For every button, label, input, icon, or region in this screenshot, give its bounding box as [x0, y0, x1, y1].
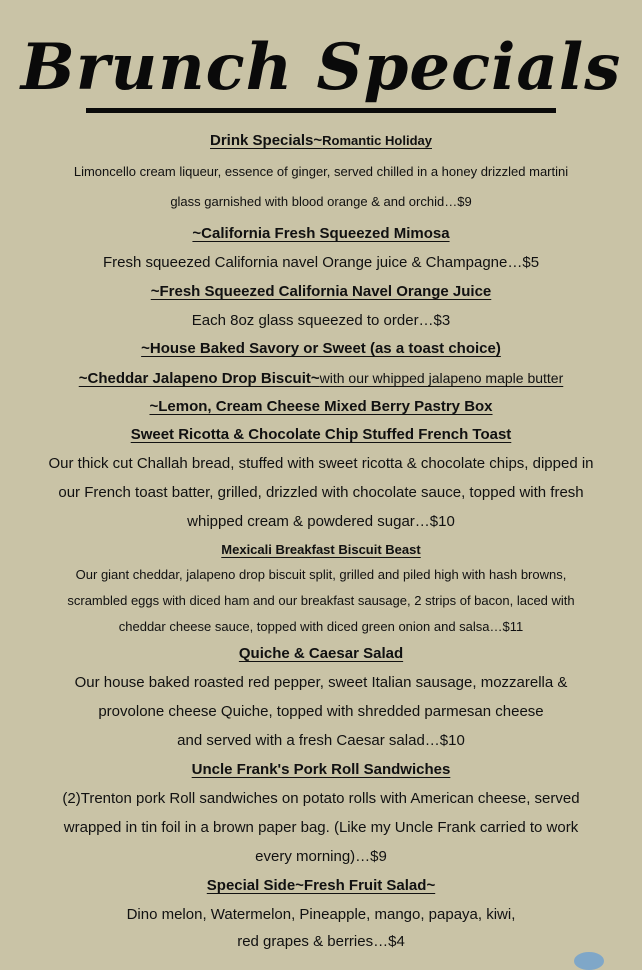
menu-item-description: scrambled eggs with diced ham and our breakfast sausage, 2 strips of bacon, laced with — [67, 593, 575, 608]
menu-item-description: Our house baked roasted red pepper, sweet Italian sausage, mozzarella & — [74, 674, 568, 691]
menu-item-heading: ~House Baked Savory or Sweet (as a toast choice) — [141, 340, 501, 357]
menu-item-description: Each 8oz glass squeezed to order…$3 — [191, 312, 451, 329]
menu-item-description: Limoncello cream liqueur, essence of ginger, served chilled in a honey drizzled martini — [73, 164, 569, 179]
menu-item-heading: ~Lemon, Cream Cheese Mixed Berry Pastry Box — [149, 398, 493, 415]
menu-item-heading: Special Side~Fresh Fruit Salad~ — [206, 877, 436, 894]
menu-item-description: Our giant cheddar, jalapeno drop biscuit split, grilled and piled high with hash browns, — [75, 567, 567, 582]
menu-item-description: and served with a fresh Caesar salad…$10 — [177, 732, 465, 749]
menu-item-heading: Sweet Ricotta & Chocolate Chip Stuffed French Toast — [130, 426, 512, 443]
menu-item-description: every morning)…$9 — [255, 848, 387, 865]
menu-item-description: glass garnished with blood orange & and orchid…$9 — [170, 194, 472, 209]
menu-item-heading: Quiche & Caesar Salad — [238, 645, 404, 662]
menu-item-description: Fresh squeezed California navel Orange juice & Champagne…$5 — [102, 254, 540, 271]
menu-item-heading: ~Cheddar Jalapeno Drop Biscuit~with our whipped jalapeno maple butter — [78, 370, 564, 387]
corner-overlay-button[interactable] — [574, 952, 604, 970]
menu-item-heading: Mexicali Breakfast Biscuit Beast — [221, 542, 421, 557]
menu-item-description: provolone cheese Quiche, topped with shredded parmesan cheese — [98, 703, 544, 720]
page-title: Brunch Specials — [20, 30, 622, 105]
menu-item-description: our French toast batter, grilled, drizzled with chocolate sauce, topped with fresh — [58, 484, 584, 501]
menu-item-heading: ~California Fresh Squeezed Mimosa — [192, 225, 450, 242]
menu-item-heading: ~Fresh Squeezed California Navel Orange Juice — [150, 283, 492, 300]
menu-item-description: cheddar cheese sauce, topped with diced green onion and salsa…$11 — [118, 619, 524, 634]
menu-item-description: wrapped in tin foil in a brown paper bag. (Like my Uncle Frank carried to work — [63, 819, 579, 836]
menu-item-description: (2)Trenton pork Roll sandwiches on potato rolls with American cheese, served — [62, 790, 580, 807]
menu-item-description: Dino melon, Watermelon, Pineapple, mango, papaya, kiwi, — [126, 906, 516, 923]
title-underline — [86, 108, 556, 113]
menu-item-heading: Drink Specials~Romantic Holiday — [210, 132, 432, 149]
menu-item-description: Our thick cut Challah bread, stuffed with sweet ricotta & chocolate chips, dipped in — [48, 455, 594, 472]
menu-item-description: whipped cream & powdered sugar…$10 — [187, 513, 455, 530]
menu-item-heading: Uncle Frank's Pork Roll Sandwiches — [191, 761, 451, 778]
menu-item-description: red grapes & berries…$4 — [237, 933, 405, 950]
